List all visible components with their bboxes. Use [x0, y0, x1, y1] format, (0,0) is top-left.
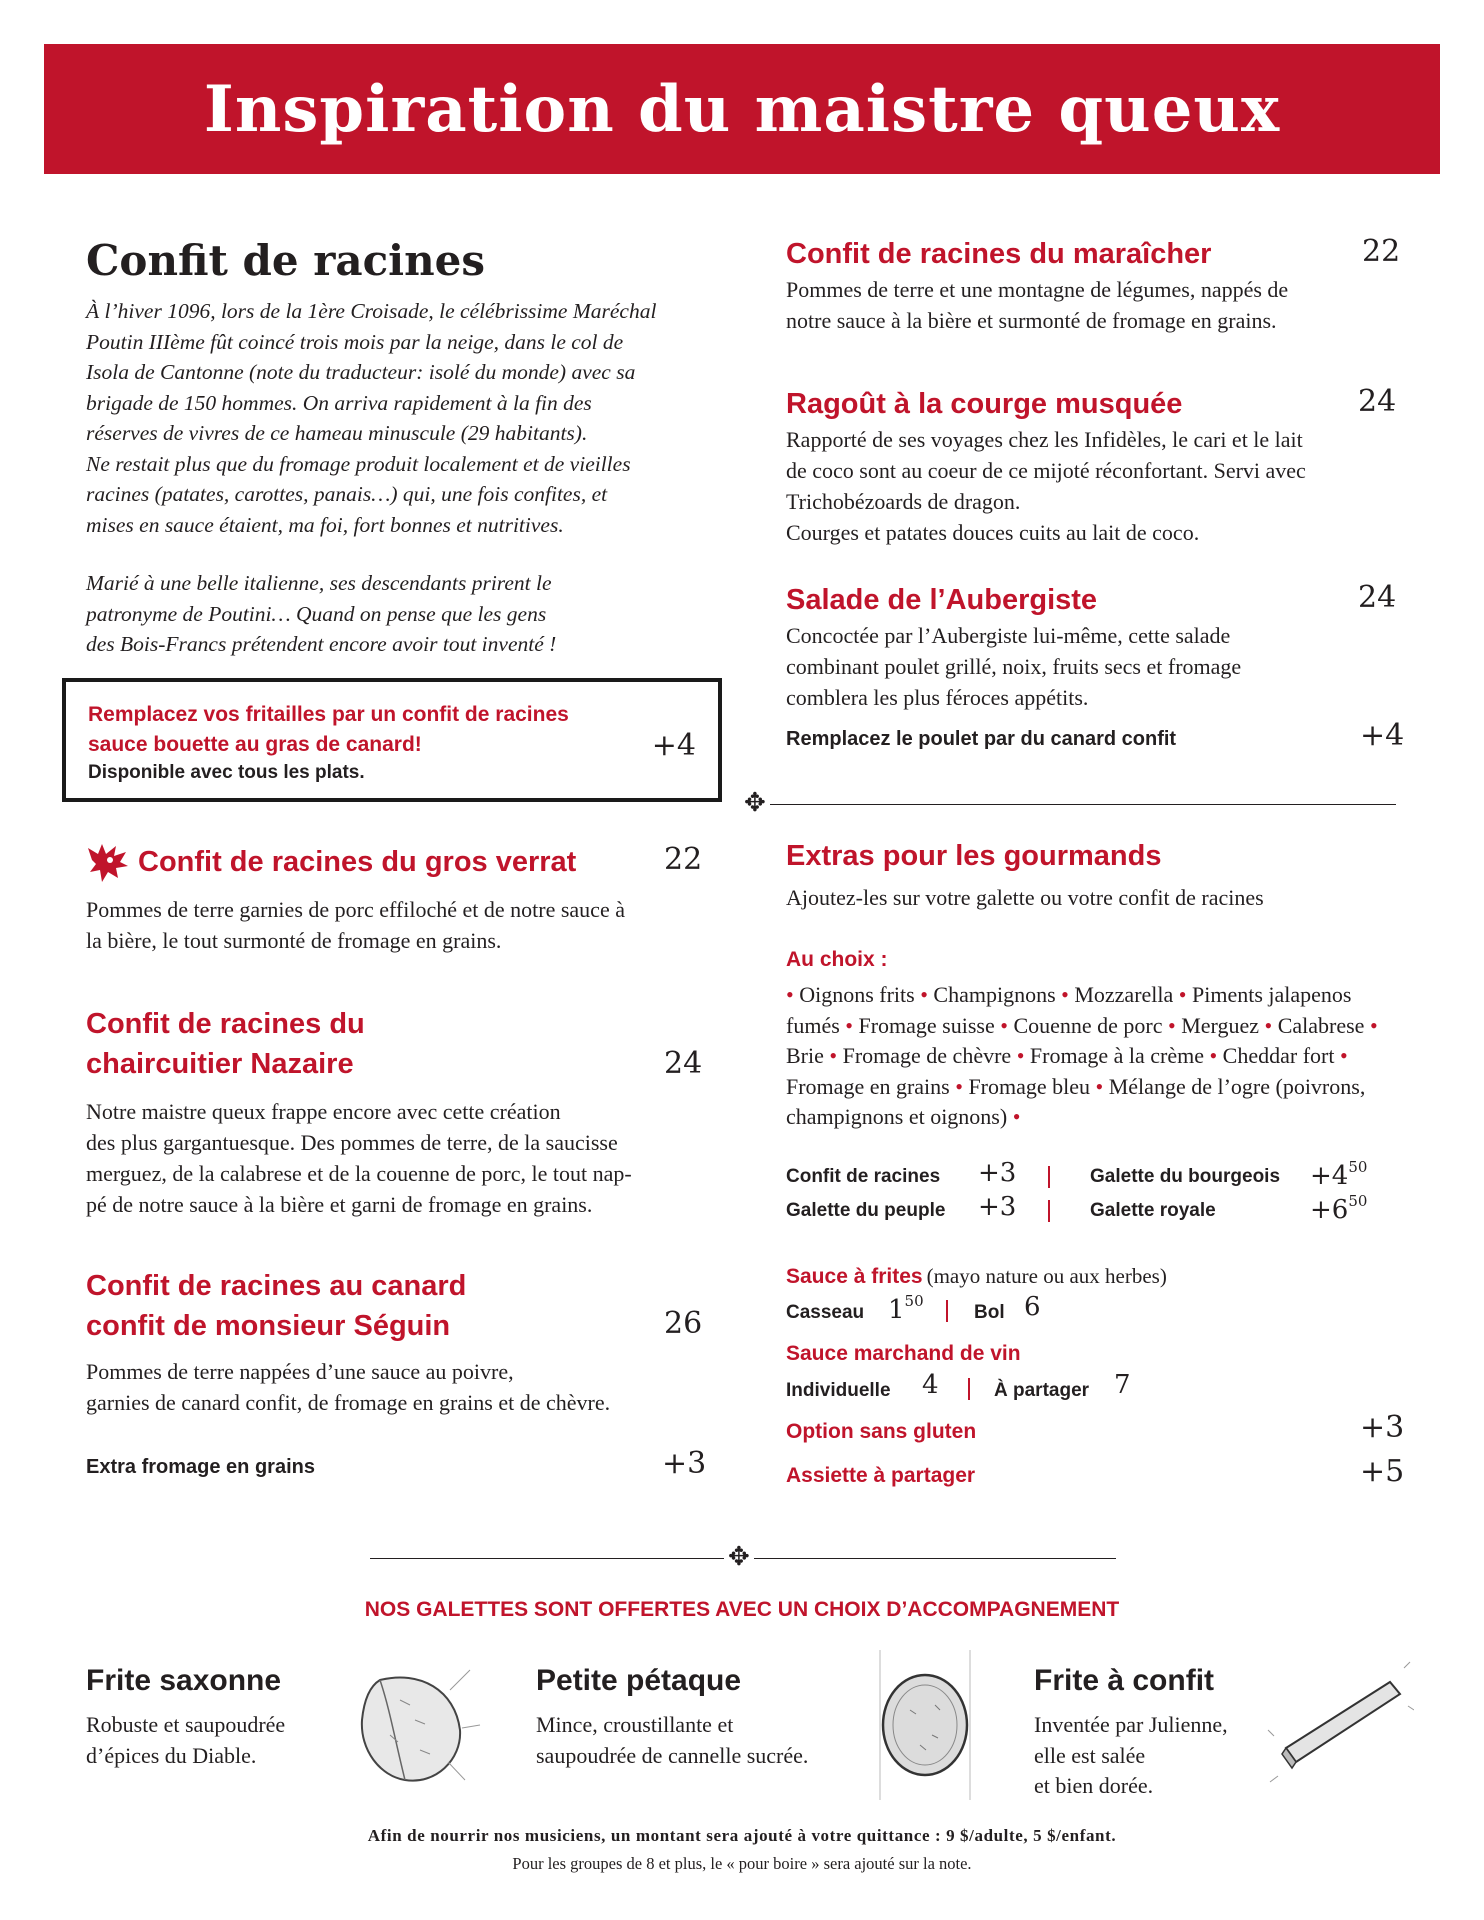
price-cents: 50	[1348, 1158, 1368, 1176]
extras-item: Couenne de porc	[1013, 1012, 1168, 1038]
desc-line: Pommes de terre garnies de porc effiloché et de notre sauce à	[86, 897, 625, 922]
desc-line: Pommes de terre et une montagne de légumes, nappés de	[786, 277, 1289, 302]
extras-item: Fromage bleu	[968, 1073, 1096, 1099]
price-cents: 50	[904, 1292, 924, 1310]
fleur-ornament-icon: ✥	[724, 1544, 754, 1570]
extras-price	[1310, 1192, 1367, 1225]
bullet-icon: •	[1209, 1043, 1223, 1068]
individuelle-label: Individuelle	[786, 1380, 891, 1401]
desc-line: combinant poulet grillé, noix, fruits secs et fromage	[786, 654, 1242, 679]
extras-item: Mozzarella	[1074, 982, 1179, 1007]
fry-title: Petite pétaque	[536, 1664, 742, 1697]
fry-description	[1034, 1710, 1228, 1802]
promo-text	[88, 700, 569, 760]
story-line: Poutin IIIème fût coincé trois mois par la neige, dans le col de	[86, 329, 624, 354]
frite-saxonne-icon	[340, 1650, 490, 1800]
dish-title: Ragoût à la courge musquée	[786, 388, 1183, 420]
option-price: +4	[1360, 718, 1405, 753]
promo-price: +4	[651, 728, 696, 763]
desc-line: merguez, de la calabrese et de la couenne de porc, le tout nap-	[86, 1161, 632, 1186]
price-main: +6	[1310, 1195, 1349, 1225]
extras-item: Calabrese	[1277, 1012, 1370, 1038]
desc-line: Pommes de terre nappées d’une sauce au poivre,	[86, 1359, 514, 1384]
extras-item: Brie	[786, 1043, 830, 1068]
title-line: Confit de racines du	[86, 1008, 365, 1040]
desc-line: Rapporté de ses voyages chez les Infidèles, le cari et le lait	[786, 427, 1303, 452]
header-banner	[44, 44, 1440, 174]
desc-line: Notre maistre queux frappe encore avec cette création	[86, 1099, 561, 1124]
desc-line: Courges et patates douces cuits au lait de coco.	[786, 520, 1200, 545]
dish-title: Confit de racines du gros verrat	[138, 846, 577, 878]
bol-price: 6	[1024, 1292, 1041, 1322]
bullet-icon: •	[1369, 1012, 1378, 1038]
bullet-icon: •	[845, 1012, 859, 1038]
dish-description	[786, 424, 1306, 548]
bullet-icon: •	[1178, 982, 1192, 1007]
story-line: Marié à une belle italienne, ses descendants prirent le	[86, 571, 552, 595]
partager-price: 7	[1114, 1370, 1131, 1400]
story-line: réserves de vivres de ce hameau minuscule (29 habitants).	[86, 421, 588, 445]
dish-price: 24	[664, 1046, 703, 1081]
bol-label: Bol	[974, 1302, 1005, 1323]
extras-item: Fromage à la crème	[1029, 1043, 1210, 1068]
desc-line: pé de notre sauce à la bière et garni de fromage en grains.	[86, 1192, 593, 1217]
bullet-icon: •	[1168, 1012, 1182, 1038]
desc-line: Mince, croustillante et	[536, 1712, 734, 1737]
assiette-label: Assiette à partager	[786, 1464, 976, 1487]
dish-price: 24	[1358, 384, 1397, 419]
dragon-icon	[86, 840, 130, 884]
bullet-icon: •	[920, 982, 934, 1007]
fry-description	[86, 1710, 285, 1771]
title-line: chaircuitier Nazaire	[86, 1048, 354, 1080]
extras-item: Fromage en grains	[786, 1073, 956, 1099]
sauce-frites-heading	[786, 1264, 1167, 1289]
story-line: Isola de Cantonne (note du traducteur: isolé du monde) avec sa	[86, 360, 636, 384]
fry-title: Frite à confit	[1034, 1664, 1215, 1697]
frite-confit-icon	[1264, 1656, 1414, 1786]
bullet-icon: •	[1264, 1012, 1278, 1038]
desc-line: d’épices du Diable.	[86, 1742, 257, 1768]
extras-list	[786, 980, 1386, 1133]
desc-line: saupoudrée de cannelle sucrée.	[536, 1742, 809, 1768]
desc-line: Trichobézoards de dragon.	[786, 489, 1021, 514]
extras-price-label: Galette royale	[1090, 1200, 1216, 1221]
bullet-icon: •	[1061, 982, 1075, 1007]
fleur-ornament-icon: ✥	[740, 790, 770, 816]
desc-line: comblera les plus féroces appétits.	[786, 685, 1089, 710]
bullet-icon: •	[1000, 1012, 1014, 1038]
dish-title	[86, 1266, 466, 1346]
dish-title	[86, 1004, 365, 1084]
price-main: +4	[1310, 1161, 1349, 1191]
desc-line: notre sauce à la bière et surmonté de fromage en grains.	[786, 308, 1277, 333]
extras-item: Fromage suisse	[858, 1012, 1001, 1038]
footer-musicians: Afin de nourrir nos musiciens, un montant sera ajouté à votre quittance : 9 $/adulte, 5 $/enfant.	[367, 1826, 1117, 1845]
extras-item: Oignons frits	[799, 982, 921, 1007]
title-line: Confit de racines au canard	[86, 1270, 467, 1302]
desc-line: elle est salée	[1034, 1742, 1146, 1768]
petite-petaque-icon	[860, 1640, 990, 1810]
bullet-icon: •	[1339, 1043, 1348, 1068]
desc-line: la bière, le tout surmonté de fromage en grains.	[86, 928, 502, 953]
extras-item: Champignons	[933, 982, 1062, 1007]
divider	[760, 804, 1396, 805]
extras-item: Fromage de chèvre	[842, 1043, 1017, 1068]
choice-label: Au choix :	[786, 948, 888, 971]
extras-item: Cheddar fort	[1222, 1043, 1340, 1068]
story-line: À l’hiver 1096, lors de la 1ère Croisade, le célébrissime Maréchal	[86, 299, 657, 323]
story-line: des Bois-Francs prétendent encore avoir tout inventé !	[86, 632, 557, 656]
bullet-icon: •	[1095, 1073, 1109, 1099]
separator	[946, 1300, 948, 1322]
promo-line: sauce bouette au gras de canard!	[88, 733, 422, 756]
sans-gluten-label: Option sans gluten	[786, 1420, 977, 1443]
dish-description	[86, 1356, 610, 1418]
option-label: Remplacez le poulet par du canard confit	[786, 728, 1177, 750]
extras-price-label: Confit de racines	[786, 1166, 941, 1187]
desc-line: Inventée par Julienne,	[1034, 1712, 1228, 1737]
desc-line: et bien dorée.	[1034, 1773, 1154, 1798]
promo-availability: Disponible avec tous les plats.	[88, 762, 365, 783]
extras-price-label: Galette du peuple	[786, 1200, 946, 1221]
separator	[1048, 1166, 1050, 1188]
extras-item: Piments jalapenos fumés	[786, 982, 1352, 1038]
dish-description	[86, 1096, 632, 1220]
sauce-vin-title: Sauce marchand de vin	[786, 1342, 1021, 1365]
story-line: racines (patates, carottes, panais…) qui, une fois confites, et	[86, 482, 608, 506]
promo-box	[62, 678, 722, 802]
title-line: confit de monsieur Séguin	[86, 1310, 451, 1342]
extras-item: Merguez	[1181, 1012, 1265, 1038]
sauce-frites-note: (mayo nature ou aux herbes)	[926, 1264, 1167, 1288]
dish-title: Salade de l’Aubergiste	[786, 584, 1098, 616]
extras-title: Extras pour les gourmands	[786, 840, 1162, 872]
extras-subtitle: Ajoutez-les sur votre galette ou votre confit de racines	[786, 885, 1264, 910]
sauce-frites-title: Sauce à frites	[786, 1265, 923, 1288]
desc-line: Concoctée par l’Aubergiste lui-même, cette salade	[786, 623, 1231, 648]
story-line: Ne restait plus que du fromage produit localement et de vieilles	[86, 451, 631, 476]
extras-item: Mélange de l’ogre (poivrons, champignons et oignons)	[786, 1073, 1366, 1129]
galettes-banner: NOS GALETTES SONT OFFERTES AVEC UN CHOIX D’ACCOMPAGNEMENT	[364, 1598, 1120, 1621]
bullet-icon: •	[786, 982, 800, 1007]
dish-price: 22	[664, 842, 703, 877]
extra-label: Extra fromage en grains	[86, 1456, 315, 1478]
dish-price: 26	[664, 1306, 703, 1341]
desc-line: des plus gargantuesque. Des pommes de terre, de la saucisse	[86, 1130, 618, 1155]
individuelle-price: 4	[922, 1370, 939, 1400]
bullet-icon: •	[1016, 1043, 1030, 1068]
desc-line: de coco sont au coeur de ce mijoté réconfortant. Servi avec	[786, 458, 1306, 483]
desc-line: Robuste et saupoudrée	[86, 1712, 286, 1737]
dish-price: 22	[1362, 234, 1401, 269]
extras-price: +3	[978, 1192, 1017, 1222]
dish-description	[786, 274, 1288, 336]
dish-price: 24	[1358, 580, 1397, 615]
price-main: 1	[888, 1295, 905, 1325]
sans-gluten-price: +3	[1360, 1410, 1405, 1445]
story-line: mises en sauce étaient, ma foi, fort bonnes et nutritives.	[86, 512, 564, 537]
bullet-icon: •	[955, 1073, 969, 1099]
story-paragraph-2	[86, 568, 706, 660]
fry-description	[536, 1710, 808, 1771]
page-title: Inspiration du maistre queux	[203, 71, 1281, 147]
fry-title: Frite saxonne	[86, 1664, 282, 1697]
promo-line: Remplacez vos fritailles par un confit de racines	[88, 703, 569, 726]
casseau-price	[888, 1292, 924, 1325]
dish-description	[86, 894, 625, 956]
casseau-label: Casseau	[786, 1302, 865, 1323]
extras-price	[1310, 1158, 1367, 1191]
dish-title: Confit de racines du maraîcher	[786, 238, 1212, 270]
separator	[1048, 1200, 1050, 1222]
price-cents: 50	[1348, 1192, 1368, 1210]
bullet-icon: •	[829, 1043, 843, 1068]
separator	[968, 1378, 970, 1400]
story-line: brigade de 150 hommes. On arriva rapidement à la fin des	[86, 390, 592, 415]
extras-price: +3	[978, 1158, 1017, 1188]
bullet-icon: •	[1012, 1104, 1021, 1129]
extra-price: +3	[662, 1446, 707, 1481]
dish-description	[786, 620, 1241, 713]
footer-groups: Pour les groupes de 8 et plus, le « pour boire » sera ajouté sur la note.	[512, 1854, 972, 1873]
assiette-price: +5	[1360, 1454, 1405, 1489]
extras-price-label: Galette du bourgeois	[1090, 1166, 1281, 1187]
story-line: patronyme de Poutini… Quand on pense que les gens	[86, 601, 547, 626]
story-paragraph-1	[86, 296, 706, 540]
desc-line: garnies de canard confit, de fromage en grains et de chèvre.	[86, 1390, 611, 1415]
partager-label: À partager	[994, 1380, 1090, 1401]
section-heading: Confit de racines	[86, 236, 486, 285]
